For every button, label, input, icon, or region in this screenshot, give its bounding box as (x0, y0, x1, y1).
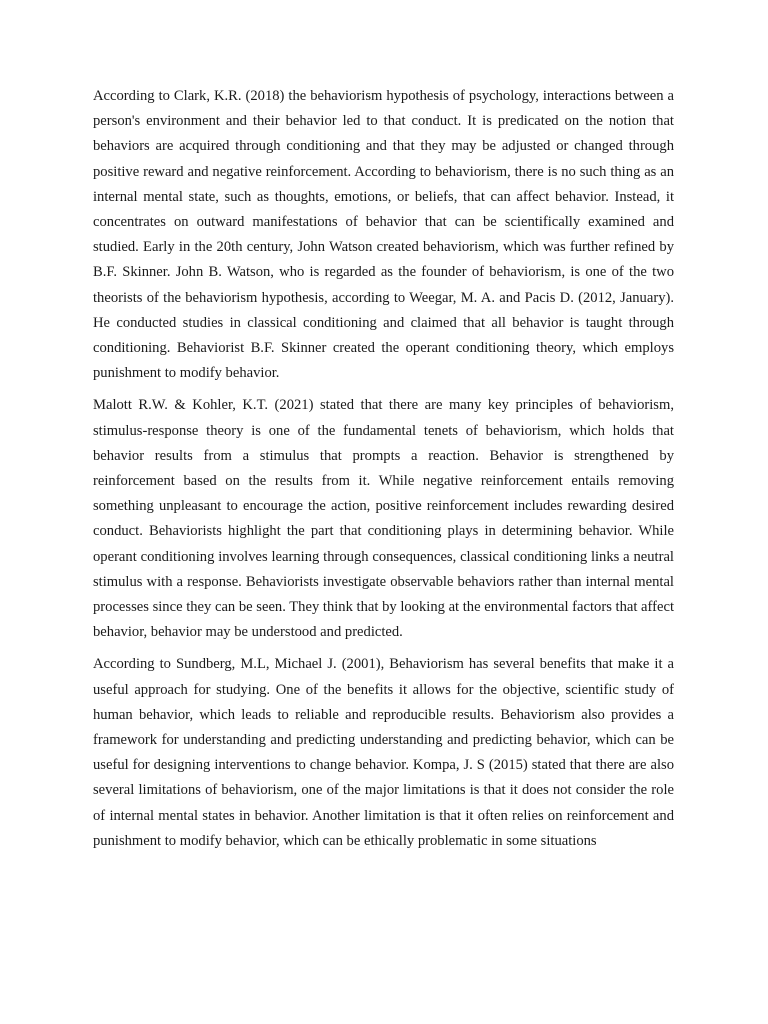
paragraph-sundberg: According to Sundberg, M.L, Michael J. (2001), Behaviorism has several benefits that make it a useful approach for studying. One of the benefits it allows for the objective, scientific study of human behavior, which leads to reliable and reproducible results. Behaviorism also provides a framework for understanding and predicting understanding and predicting behavior, which can be useful for designing interventions to change behavior. Kompa, J. S (2015) stated that there are also several limitations of behaviorism, one of the major limitations is that it does not consider the role of internal mental states in behavior. Another limitation is that it often relies on reinforcement and punishment to modify behavior, which can be ethically problematic in some situations (93, 656, 674, 849)
paragraph-clark: According to Clark, K.R. (2018) the behaviorism hypothesis of psychology, interactions between a person's environment and their behavior led to that conduct. It is predicated on the notion that behaviors are acquired through conditioning and that they may be adjusted or changed through positive reward and negative reinforcement. According to behaviorism, there is no such thing as an internal mental state, such as thoughts, emotions, or beliefs, that can affect behavior. Instead, it concentrates on outward manifestations of behavior that can be scientifically examined and studied. Early in the 20th century, John Watson created behaviorism, which was further refined by B.F. Skinner. John B. Watson, who is regarded as the founder of behaviorism, is one of the two theorists of the behaviorism hypothesis, according to Weegar, M. A. and Pacis D. (2012, January). He conducted studies in classical conditioning and claimed that all behavior is taught through conditioning. Behaviorist B.F. Skinner created the operant conditioning theory, which employs punishment to modify behavior. (93, 88, 674, 382)
paragraph-malott: Malott R.W. & Kohler, K.T. (2021) stated that there are many key principles of behaviorism, stimulus-response theory is one of the fundamental tenets of behaviorism, which holds that behavior results from a stimulus that prompts a reaction. Behavior is strengthened by reinforcement based on the results from it. While negative reinforcement entails removing something unpleasant to encourage the action, positive reinforcement includes rewarding desired conduct. Behaviorists highlight the part that conditioning plays in determining behavior. While operant conditioning involves learning through consequences, classical conditioning links a neutral stimulus with a response. Behaviorists investigate observable behaviors rather than internal mental processes since they can be seen. They think that by looking at the environmental factors that affect behavior, behavior may be understood and predicted. (93, 397, 674, 641)
document-body (93, 84, 674, 854)
